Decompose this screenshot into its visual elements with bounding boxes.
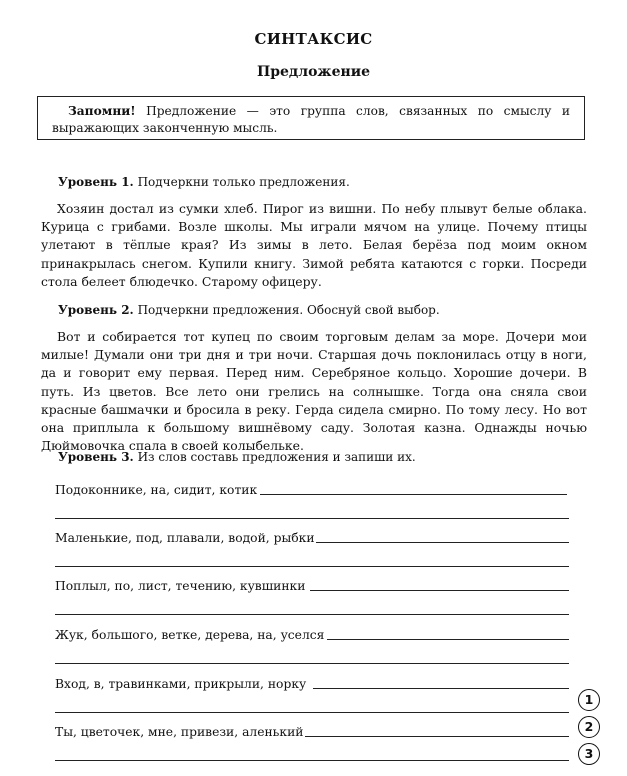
answer-line[interactable] [316, 542, 569, 543]
answer-line[interactable] [327, 639, 569, 640]
exercise-prompt: Вход, в, травинками, прикрыли, норку [55, 677, 307, 691]
marker-circle-1: 1 [578, 689, 600, 711]
answer-line[interactable] [55, 663, 569, 664]
answer-line[interactable] [313, 688, 569, 689]
level1-text: Хозяин достал из сумки хлеб. Пирог из вишни. По небу плывут белые облака. Курица с грибами. Возле школы. Мы играли мячом на улице. Почему птицы улетают в тёплые края? Из зимы в лето. Белая берёза под моим окном принакрылась снегом. Купили книгу. Зимой ребята катаются с горки. Посреди стола белеет блюдечко. Старому офицеру. [41, 201, 587, 289]
exercise-prompt: Подоконнике, на, сидит, котик [55, 483, 258, 497]
level2-label: Уровень 2. [58, 303, 134, 317]
level2-task: Подчеркни предложения. Обоснуй свой выбор. [137, 303, 440, 317]
level2-text: Вот и собирается тот купец по своим торговым делам за море. Дочери мои милые! Думали они три дня и три ночи. Старшая дочь поклонилась отцу в ноги, да и говорит ему первая. Перед ним. Серебряное кольцо. Хорошие дочери. В путь. Из цветов. Все лето они грелись на солнышке. Тогда она сняла свои красные башмачки и бросила в реку. Герда сидела смирно. По тому лесу. Но вот она приплыла к большому вишнёвому саду. Золотая казна. Однажды ночью Дюймовочка спала в своей колыбельке. [41, 329, 587, 454]
page-subtitle: Предложение [256, 64, 371, 80]
exercise-prompt: Поплыл, по, лист, течению, кувшинки [55, 579, 306, 593]
answer-line[interactable] [305, 736, 569, 737]
exercise-prompt: Ты, цветочек, мне, привези, аленький [55, 725, 304, 739]
level1-heading [58, 174, 350, 191]
answer-line[interactable] [55, 614, 569, 615]
level1-label: Уровень 1. [58, 175, 134, 189]
level3-heading [58, 449, 416, 466]
answer-line[interactable] [55, 566, 569, 567]
marker-circle-3: 3 [578, 743, 600, 765]
exercise-prompt: Жук, большого, ветке, дерева, на, уселся [55, 628, 325, 642]
level3-task: Из слов составь предложения и запиши их. [137, 450, 416, 464]
exercise-prompt: Маленькие, под, плавали, водой, рыбки [55, 531, 315, 545]
rule-box [37, 96, 585, 140]
answer-line[interactable] [55, 712, 569, 713]
rule-text: Предложение — это группа слов, связанных по смыслу и выражающих законченную мысль. [52, 104, 570, 135]
answer-line[interactable] [55, 760, 569, 761]
answer-line[interactable] [310, 590, 569, 591]
answer-line[interactable] [260, 494, 567, 495]
level3-label: Уровень 3. [58, 450, 134, 464]
level2-heading [58, 302, 440, 319]
level1-task: Подчеркни только предложения. [137, 175, 350, 189]
answer-line[interactable] [55, 518, 569, 519]
marker-circle-2: 2 [578, 716, 600, 738]
rule-label: Запомни! [68, 104, 136, 118]
page-title: СИНТАКСИС [254, 30, 373, 48]
